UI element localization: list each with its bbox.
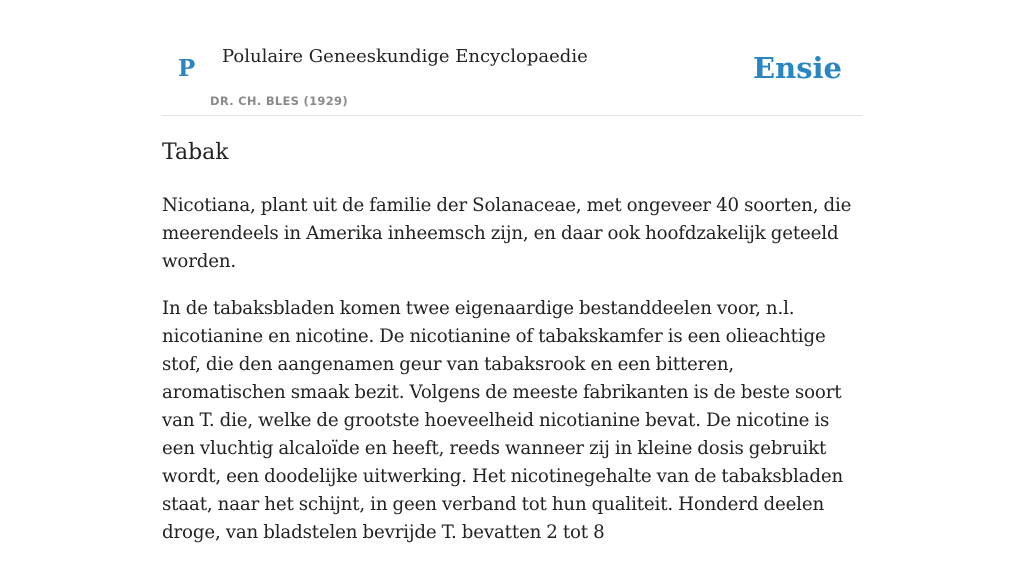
article-title: Tabak bbox=[162, 140, 229, 165]
page bbox=[162, 0, 862, 543]
book-letter-icon[interactable]: P bbox=[178, 55, 196, 82]
book-header bbox=[162, 0, 862, 116]
book-author: DR. CH. BLES (1929) bbox=[210, 94, 348, 108]
article-paragraph: Nicotiana, plant uit de familie der Solanaceae, met ongeveer 40 soorten, die meerendeels in Amerika inheemsch zijn, en daar ook hoofdzakelijk geteeld worden. bbox=[162, 195, 852, 272]
article-body bbox=[162, 192, 862, 566]
ensie-logo[interactable]: Ensie bbox=[753, 51, 842, 85]
article-paragraph: In de tabaksbladen komen twee eigenaardige bestanddeelen voor, n.l. nicotianine en nicotine. De nicotianine of tabakskamfer is een olieachtige stof, die den aangenamen geur van tabaksrook en een bitteren, aromatischen smaak bezit. Volgens de meeste fabrikanten is de beste soort van T. die, welke de grootste hoeveelheid nicotianine bevat. De nicotine is een vluchtig alcaloïde en heeft, reeds wanneer zij in kleine dosis gebruikt wordt, een doodelijke uitwerking. Het nicotinegehalte van de tabaksbladen staat, naar het schijnt, in geen verband tot hun qualiteit. Honderd deelen droge, van bladstelen bevrijde T. bevatten 2 tot 8 bbox=[162, 298, 844, 543]
book-title-link[interactable]: Polulaire Geneeskundige Encyclopaedie bbox=[222, 46, 588, 67]
